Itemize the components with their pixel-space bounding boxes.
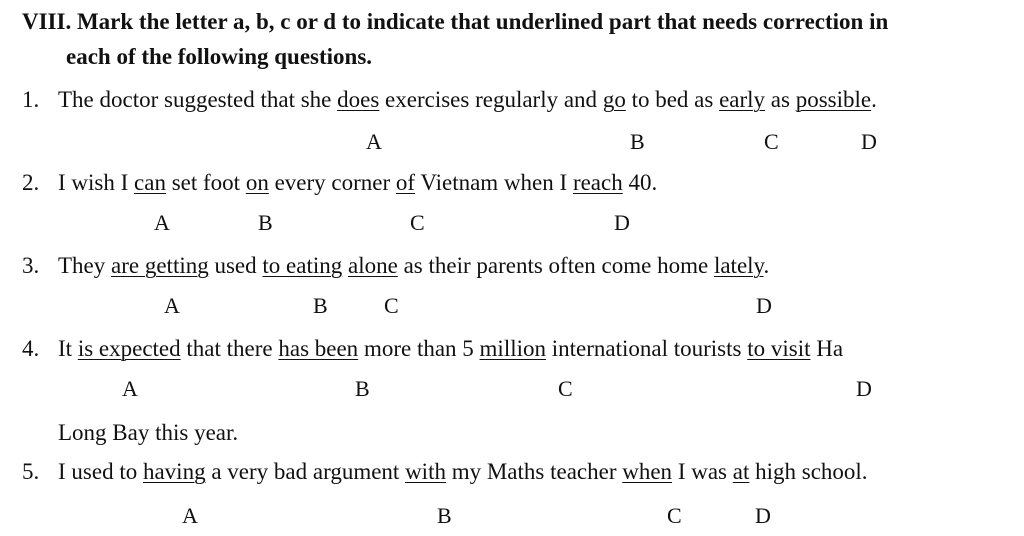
- underlined-option: early: [719, 87, 766, 112]
- option-label-d: D: [861, 129, 877, 154]
- underlined-option: to visit: [747, 336, 811, 361]
- option-label-b: B: [313, 293, 328, 318]
- option-label-c: C: [410, 210, 425, 235]
- underlined-option: when: [622, 459, 673, 484]
- underlined-option: does: [337, 87, 380, 112]
- question-2-text: [58, 171, 657, 194]
- question-5-text: [58, 460, 868, 483]
- underlined-option: of: [395, 170, 416, 195]
- question-text-segment: set foot: [165, 170, 246, 195]
- option-label-c: C: [558, 376, 573, 401]
- option-label-a: A: [154, 210, 170, 235]
- question-text-segment: 40.: [622, 170, 658, 195]
- question-text-segment: .: [763, 253, 770, 278]
- question-3-text: [58, 254, 769, 277]
- underlined-option: having: [142, 459, 206, 484]
- option-label-b: B: [258, 210, 273, 235]
- option-label-a: A: [164, 293, 180, 318]
- question-text-segment: The doctor suggested that she: [58, 87, 338, 112]
- underlined-option: has been: [278, 336, 359, 361]
- option-label-c: C: [764, 129, 779, 154]
- heading-line-1: VIII. Mark the letter a, b, c or d to indicate that underlined part that needs correction in: [22, 9, 889, 34]
- question-text-segment: I was: [672, 459, 733, 484]
- underlined-option: possible: [795, 87, 872, 112]
- option-label-a: A: [366, 129, 382, 154]
- question-text-segment: used: [208, 253, 263, 278]
- underlined-option: alone: [348, 253, 398, 278]
- option-label-c: C: [384, 293, 399, 318]
- question-continuation: Long Bay this year.: [58, 420, 239, 445]
- option-label-d: D: [614, 210, 630, 235]
- option-label-d: D: [856, 376, 872, 401]
- option-label-b: B: [630, 129, 645, 154]
- underlined-option: is expected: [77, 336, 181, 361]
- question-text-segment: It: [58, 336, 78, 361]
- underlined-option: at: [732, 459, 750, 484]
- underlined-option: million: [479, 336, 546, 361]
- question-text-segment: every corner: [268, 170, 396, 195]
- underlined-option: on: [245, 170, 269, 195]
- heading-line-2: each of the following questions.: [66, 44, 373, 69]
- question-text-segment: more than 5: [358, 336, 480, 361]
- option-label-d: D: [756, 293, 772, 318]
- question-4-text: [58, 337, 843, 360]
- question-text-segment: I wish I: [58, 170, 135, 195]
- question-text-segment: high school.: [749, 459, 868, 484]
- option-label-d: D: [755, 503, 771, 528]
- question-text-segment: my Maths teacher: [445, 459, 623, 484]
- underlined-option: reach: [572, 170, 623, 195]
- underlined-option: lately: [713, 253, 764, 278]
- option-label-c: C: [667, 503, 682, 528]
- option-label-a: A: [122, 376, 138, 401]
- question-1-text: [58, 88, 877, 111]
- question-number: 5.: [22, 459, 40, 484]
- question-number: 3.: [22, 253, 40, 278]
- question-text-segment: .: [871, 87, 877, 112]
- underlined-option: are getting: [111, 253, 209, 278]
- option-label-a: A: [182, 503, 198, 528]
- question-text-segment: Ha: [810, 336, 844, 361]
- option-label-b: B: [355, 376, 370, 401]
- question-text-segment: to bed as: [625, 87, 720, 112]
- question-text-segment: international tourists: [546, 336, 748, 361]
- option-label-b: B: [437, 503, 452, 528]
- question-number: 4.: [22, 336, 40, 361]
- underlined-option: with: [405, 459, 446, 484]
- underlined-option: to eating: [262, 253, 343, 278]
- question-text-segment: as their parents often come home: [397, 253, 714, 278]
- question-text-segment: They: [58, 253, 112, 278]
- question-text-segment: Vietnam when I: [415, 170, 573, 195]
- underlined-option: can: [134, 170, 166, 195]
- underlined-option: go: [602, 87, 626, 112]
- question-text-segment: a very bad argument: [205, 459, 406, 484]
- question-number: 2.: [22, 170, 40, 195]
- question-text-segment: as: [765, 87, 796, 112]
- question-text-segment: that there: [180, 336, 279, 361]
- question-text-segment: exercises regularly and: [379, 87, 603, 112]
- question-text-segment: I used to: [58, 459, 143, 484]
- question-number: 1.: [22, 87, 40, 112]
